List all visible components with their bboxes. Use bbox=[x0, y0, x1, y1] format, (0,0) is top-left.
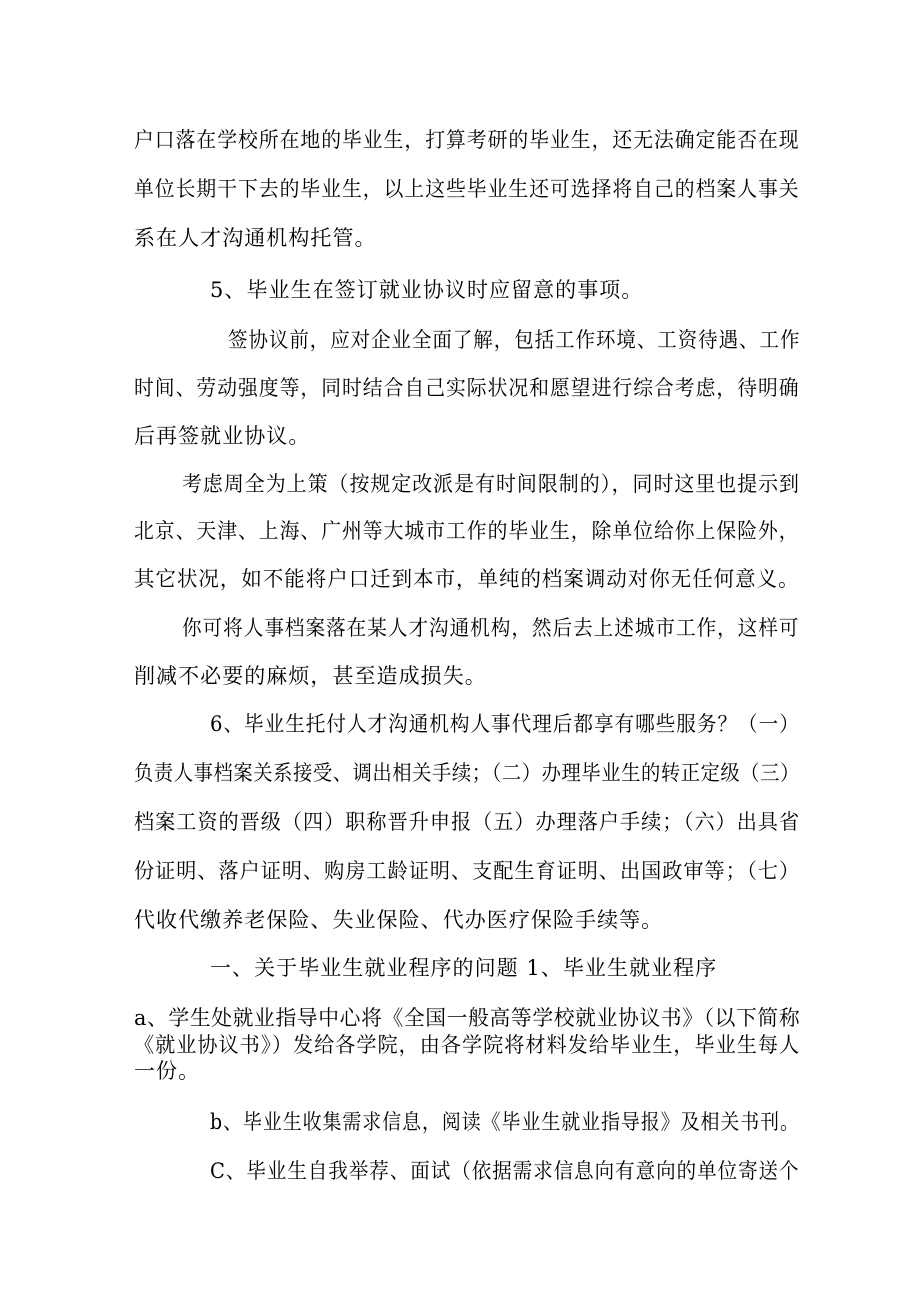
text-line: 一份。 bbox=[134, 1059, 201, 1083]
text-line: 户口落在学校所在地的毕业生，打算考研的毕业生，还无法确定能否在现 bbox=[134, 128, 800, 152]
text-line: 单位长期干下去的毕业生，以上这些毕业生还可选择将自己的档案人事关 bbox=[134, 177, 800, 201]
text-line: C、毕业生自我举荐、面试（依据需求信息向有意向的单位寄送个 bbox=[210, 1159, 800, 1183]
text-line: 时间、劳动强度等，同时结合自己实际状况和愿望进行综合考虑，待明确 bbox=[134, 376, 800, 400]
text-line: 其它状况，如不能将户口迁到本市，单纯的档案调动对你无任何意义。 bbox=[134, 567, 800, 591]
text-line: a、学生处就业指导中心将《全国一般高等学校就业协议书》（以下简称 bbox=[134, 1006, 801, 1030]
text-line: 削减不必要的麻烦，甚至造成损失。 bbox=[134, 664, 487, 688]
text-line: 后再签就业协议。 bbox=[134, 424, 311, 448]
text-line: 签协议前，应对企业全面了解，包括工作环境、工资待遇、工作 bbox=[228, 328, 801, 352]
text-line: 考虑周全为上策（按规定改派是有时间限制的），同时这里也提示到 bbox=[182, 472, 800, 496]
text-line: 北京、天津、上海、广州等大城市工作的毕业生，除单位给你上保险外， bbox=[134, 519, 800, 543]
text-line: 《就业协议书》）发给各学院，由各学院将材料发给毕业生，毕业生每人 bbox=[134, 1033, 801, 1057]
text-line: 系在人才沟通机构托管。 bbox=[134, 226, 377, 250]
text-line: 负责人事档案关系接受、调出相关手续；（二）办理毕业生的转正定级（三） bbox=[134, 761, 800, 785]
text-line: b、毕业生收集需求信息，阅读《毕业生就业指导报》及相关书刊。 bbox=[210, 1110, 800, 1134]
section-heading: 6、毕业生托付人才沟通机构人事代理后都享有哪些服务？（一） bbox=[210, 712, 800, 736]
text-line: 档案工资的晋级（四）职称晋升申报（五）办理落户手续；（六）出具省 bbox=[134, 810, 801, 834]
text-line: 代收代缴养老保险、失业保险、代办医疗保险手续等。 bbox=[134, 908, 664, 932]
section-heading: 一、关于毕业生就业程序的问题 1、毕业生就业程序 bbox=[210, 956, 718, 980]
section-heading: 5、毕业生在签订就业协议时应留意的事项。 bbox=[210, 278, 644, 302]
text-line: 你可将人事档案落在某人才沟通机构，然后去上述城市工作，这样可 bbox=[182, 616, 800, 640]
text-line: 份证明、落户证明、购房工龄证明、支配生育证明、出国政审等；（七） bbox=[134, 859, 801, 883]
